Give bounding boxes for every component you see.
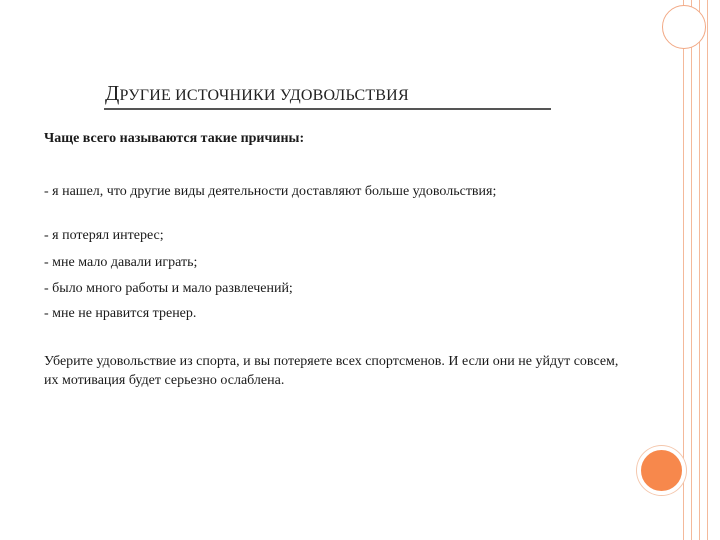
frame-line — [699, 0, 700, 540]
list-item: - я нашел, что другие виды деятельности доставляют больше удовольствия; — [44, 184, 497, 199]
frame-line — [707, 0, 708, 540]
list-item: - мне не нравится тренер. — [44, 306, 197, 321]
decorative-circle-orange — [637, 446, 686, 495]
slide-title-text: ДРУГИЕ ИСТОЧНИКИ УДОВОЛЬСТВИЯ — [105, 81, 409, 105]
title-underline — [104, 108, 551, 110]
slide-subtitle: Чаще всего называются такие причины: — [44, 131, 305, 146]
list-item: - я потерял интерес; — [44, 228, 164, 243]
conclusion-paragraph: Уберите удовольствие из спорта, и вы потеряете всех спортсменов. И если они не уйдут совсем, их мотивация будет серьезно ослаблена. — [44, 354, 619, 388]
list-item: - мне мало давали играть; — [44, 255, 198, 270]
frame-line — [691, 0, 692, 540]
list-item: - было много работы и мало развлечений; — [44, 281, 293, 296]
slide-title — [105, 80, 409, 109]
decorative-circle-outline — [662, 5, 706, 49]
